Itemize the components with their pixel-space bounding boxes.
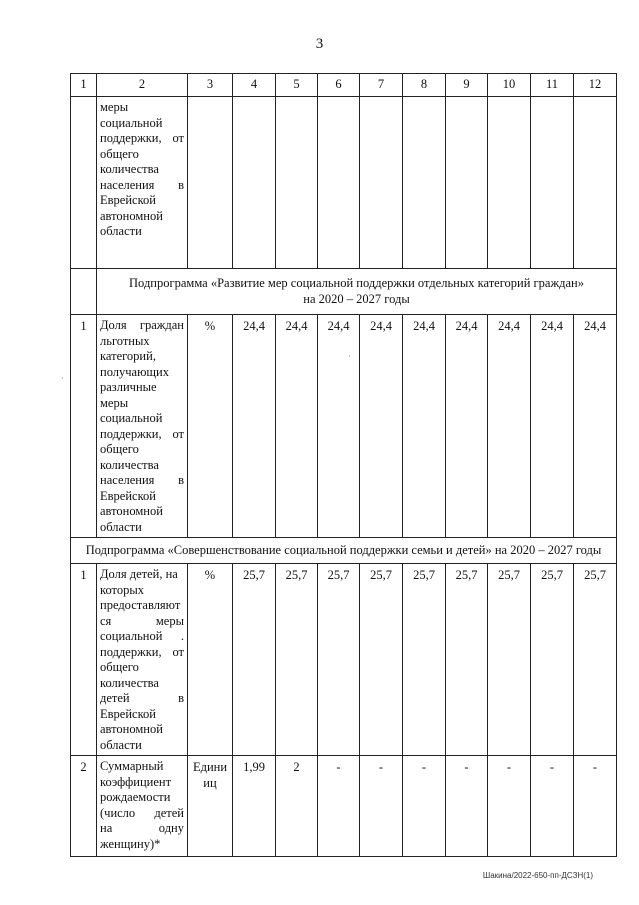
value-cell: - — [531, 756, 574, 857]
indicator-row — [71, 315, 617, 538]
indicator-name-line: рождаемости — [100, 790, 171, 804]
value-cell: - — [318, 756, 360, 857]
indicator-name-line: Еврейской — [100, 193, 156, 207]
indicator-name-line: области — [100, 737, 142, 752]
unit-line: Едини — [192, 760, 228, 774]
indicator-name-line: женщину)* — [100, 836, 161, 851]
header-cell: 5 — [276, 74, 318, 97]
value-cell — [318, 97, 360, 269]
indicator-name-line: социальной . — [100, 629, 184, 643]
value-cell: 25,7 — [233, 564, 276, 756]
page-number: 3 — [315, 36, 324, 52]
header-cell: 3 — [188, 74, 233, 97]
indicator-name-line: на одну — [100, 821, 184, 835]
indicator-name — [97, 315, 188, 538]
value-cell: 1,99 — [233, 756, 276, 857]
value-cell: 25,7 — [360, 564, 403, 756]
value-cell: 25,7 — [403, 564, 446, 756]
value-cell — [276, 97, 318, 269]
indicator-name-line: предоставляют — [100, 598, 181, 612]
indicator-name — [97, 564, 188, 756]
indicator-name-line: льготных — [100, 333, 150, 348]
value-cell — [488, 97, 531, 269]
indicator-name-line: общего — [100, 146, 139, 161]
indicator-name-line: автономной — [100, 504, 163, 518]
value-cell — [574, 97, 617, 269]
header-row — [71, 74, 617, 97]
header-cell: 12 — [574, 74, 617, 97]
value-cell — [446, 97, 488, 269]
subprogram-row — [71, 538, 617, 564]
row-number: 2 — [71, 756, 97, 857]
value-cell: 24,4 — [233, 315, 276, 538]
indicator-name-line: социальной — [100, 115, 163, 130]
indicator-name-line: социальной — [100, 411, 163, 425]
indicator-name-line: населения в — [100, 473, 184, 487]
indicator-name-line: количества — [100, 457, 159, 472]
indicator-name-line: области — [100, 224, 142, 238]
row-number: 1 — [71, 564, 97, 756]
indicator-name-line: количества — [100, 675, 159, 690]
indicator-name-line: населения в — [100, 177, 184, 192]
value-cell: 24,4 — [403, 315, 446, 538]
value-cell: - — [446, 756, 488, 857]
value-cell: 24,4 — [446, 315, 488, 538]
header-cell: 1 — [71, 74, 97, 97]
subprogram-title — [97, 269, 617, 315]
header-cell: 7 — [360, 74, 403, 97]
indicators-table — [70, 73, 617, 857]
indicator-row — [71, 97, 617, 269]
value-cell: 25,7 — [446, 564, 488, 756]
unit-line: иц — [203, 775, 217, 790]
value-cell: 24,4 — [488, 315, 531, 538]
value-cell — [233, 97, 276, 269]
unit-cell: % — [188, 315, 233, 538]
subprogram-title-line: Подпрограмма «Совершенствование социальной поддержки семьи и детей» на 2020 – 2027 годы — [85, 542, 602, 557]
indicator-name-line: поддержки, от — [100, 644, 184, 659]
value-cell: 24,4 — [318, 315, 360, 538]
empty-cell — [71, 269, 97, 315]
header-cell: 9 — [446, 74, 488, 97]
value-cell: - — [360, 756, 403, 857]
unit-cell — [188, 97, 233, 269]
indicator-name-line: количества — [100, 162, 159, 176]
indicator-name-line: Доля граждан — [100, 318, 184, 332]
value-cell: 25,7 — [574, 564, 617, 756]
scan-speck: · — [61, 374, 64, 383]
header-cell: 11 — [531, 74, 574, 97]
indicator-name-line: поддержки, от — [100, 426, 184, 441]
value-cell: - — [488, 756, 531, 857]
indicator-name-line: меры — [100, 100, 129, 114]
value-cell: 24,4 — [574, 315, 617, 538]
indicator-name-line: Еврейской — [100, 488, 156, 503]
value-cell: - — [403, 756, 446, 857]
value-cell: 24,4 — [531, 315, 574, 538]
indicator-name-line: автономной — [100, 208, 163, 223]
value-cell — [403, 97, 446, 269]
unit-cell — [188, 756, 233, 857]
value-cell: 25,7 — [488, 564, 531, 756]
header-cell: 8 — [403, 74, 446, 97]
document-code: Шакина/2022-650-пп-ДСЗН(1) — [482, 871, 593, 880]
value-cell: 24,4 — [276, 315, 318, 538]
indicator-name-line: различные — [100, 380, 157, 394]
row-number: 1 — [71, 315, 97, 538]
indicator-name-line: меры — [100, 395, 129, 410]
indicator-name-line: категорий, — [100, 349, 156, 363]
header-cell: 10 — [488, 74, 531, 97]
indicator-name — [97, 97, 188, 269]
value-cell: - — [574, 756, 617, 857]
subprogram-title-line: Подпрограмма «Развитие мер социальной поддержки отдельных категорий граждан» — [129, 276, 584, 290]
subprogram-title-line: на 2020 – 2027 годы — [303, 291, 410, 306]
unit-cell: % — [188, 564, 233, 756]
value-cell: 25,7 — [276, 564, 318, 756]
indicator-name-line: ся меры — [100, 613, 184, 628]
value-cell: 2 — [276, 756, 318, 857]
scan-speck: · — [348, 352, 351, 361]
indicator-name-line: (число детей — [100, 805, 184, 820]
indicator-row — [71, 756, 617, 857]
header-cell: 4 — [233, 74, 276, 97]
value-cell: 25,7 — [531, 564, 574, 756]
indicator-name-line: детей в — [100, 691, 184, 705]
value-cell: 25,7 — [318, 564, 360, 756]
indicator-name-line: Суммарный — [100, 759, 164, 773]
indicator-name-line: поддержки, от — [100, 131, 184, 145]
indicator-name-line: автономной — [100, 722, 163, 736]
value-cell: 24,4 — [360, 315, 403, 538]
indicator-name-line: общего — [100, 660, 139, 674]
indicator-name-line: которых — [100, 582, 144, 597]
indicator-name-line: Еврейской — [100, 706, 156, 721]
subprogram-row — [71, 269, 617, 315]
indicator-name — [97, 756, 188, 857]
header-cell: 6 — [318, 74, 360, 97]
indicator-name-line: области — [100, 519, 142, 534]
indicator-row — [71, 564, 617, 756]
indicator-name-line: коэффициент — [100, 774, 172, 789]
indicator-name-line: получающих — [100, 364, 170, 379]
row-number — [71, 97, 97, 269]
indicator-name-line: общего — [100, 442, 139, 456]
indicator-name-line: Доля детей, на — [100, 567, 178, 581]
subprogram-title — [71, 538, 617, 564]
value-cell — [531, 97, 574, 269]
header-cell: 2 — [97, 74, 188, 97]
value-cell — [360, 97, 403, 269]
